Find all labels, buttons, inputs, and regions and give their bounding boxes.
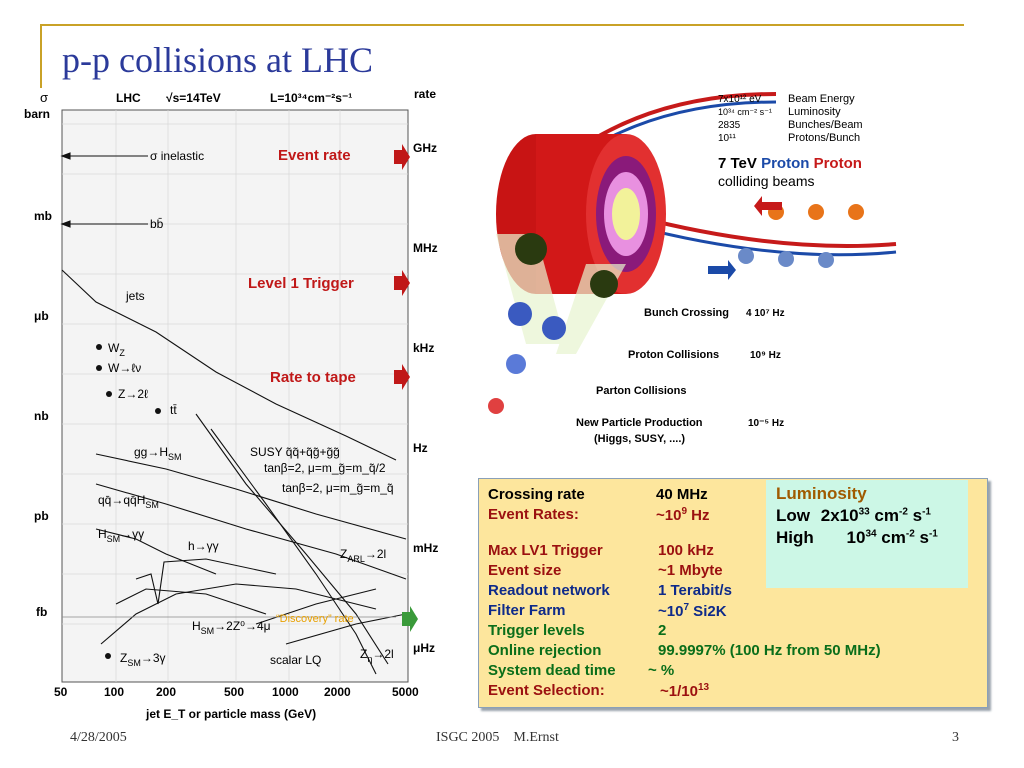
label-susy-3: tanβ=2, μ=m_g̃=m_q̃ <box>282 481 394 495</box>
luminosity-high-row <box>776 528 938 548</box>
unit-mhz-milli: mHz <box>413 541 439 555</box>
dead-time-label: System dead time <box>488 662 616 679</box>
header-lhc: LHC <box>116 91 141 105</box>
lumi-high-unit-a: cm <box>876 528 906 547</box>
bunch-crossing-label: Bunch Crossing <box>644 307 729 319</box>
unit-khz: kHz <box>413 341 435 355</box>
trigger-levels-value: 2 <box>658 622 667 639</box>
proton-collisions-label: Proton Collisions <box>628 349 720 361</box>
label-gg-h-main: gg→H <box>134 445 169 459</box>
event-size-value: ~1 Mbyte <box>658 562 723 579</box>
tev-label <box>718 155 862 172</box>
colliding-beams-label: colliding beams <box>718 173 815 189</box>
label-zarl-tail: →2l <box>364 547 387 561</box>
luminosity-label: Luminosity <box>788 106 841 118</box>
label-zarl-main: Z <box>340 547 348 561</box>
label-qq-qqh-main: qq̄→qq̄H <box>98 493 146 507</box>
label-zsm-3g-sub: SM <box>127 658 141 668</box>
xtick-100: 100 <box>104 685 125 699</box>
beam-energy-value: 7x10¹² eV <box>718 94 762 105</box>
lumi-high-unit-b-exp: -1 <box>928 528 938 540</box>
max-lv1-value: 100 kHz <box>658 542 714 559</box>
proton-collisions-rate: 10⁹ Hz <box>750 350 781 361</box>
label-hsm-gg-tail: →γγ <box>120 527 145 541</box>
level1-trigger-label: Level 1 Trigger <box>248 275 354 292</box>
label-zsm-3g-tail: →3γ <box>140 651 166 665</box>
label-z-eta-sub: η <box>367 654 373 664</box>
x-axis-label: jet E_T or particle mass (GeV) <box>146 707 317 721</box>
xtick-1000: 1000 <box>272 685 299 699</box>
filter-farm-mantissa: ~10 <box>658 603 684 620</box>
event-size-label: Event size <box>488 562 562 579</box>
label-hsm-gg-sub: SM <box>106 534 121 544</box>
event-selection-label: Event Selection: <box>488 682 605 699</box>
label-susy-2: tanβ=2, μ=m_g̃=m_q̃/2 <box>264 461 386 475</box>
footer-date: 4/28/2005 <box>70 730 127 745</box>
label-sigma-inelastic: σ inelastic <box>150 149 205 163</box>
label-z-eta-main: Z <box>360 647 368 661</box>
label-jets: jets <box>126 289 145 303</box>
slide-title: p-p collisions at LHC <box>62 40 373 80</box>
label-scalar-lq: scalar LQ <box>270 653 322 667</box>
event-selection-mantissa: ~1/10 <box>660 683 698 700</box>
bunches-value: 2835 <box>718 120 741 131</box>
label-tt: tt̄ <box>170 403 177 417</box>
new-particle-label: New Particle Production <box>576 417 703 429</box>
unit-mhz: MHz <box>413 241 438 255</box>
event-selection-exponent: 13 <box>697 682 710 693</box>
protons-label: Protons/Bunch <box>788 132 861 144</box>
xtick-200: 200 <box>156 685 177 699</box>
label-hsm-zz-main: H <box>192 619 201 633</box>
event-rates-value <box>656 506 710 524</box>
tev-value: 7 TeV <box>718 155 757 172</box>
protons-value: 10¹¹ <box>718 133 736 144</box>
lumi-low-unit-a-exp: -2 <box>898 506 908 518</box>
event-selection-value <box>660 682 709 700</box>
label-w-lnu: W→ℓν <box>108 361 142 375</box>
unit-hz: Hz <box>413 441 428 455</box>
proton-bunches-blue <box>738 248 834 268</box>
online-rejection-value: 99.9997% (100 Hz from 50 MHz) <box>658 642 881 659</box>
proton-bunches-red <box>768 204 864 220</box>
header-lumi: L=10³⁴cm⁻²s⁻¹ <box>270 91 353 105</box>
proton-blue-label: Proton <box>761 155 810 172</box>
lumi-low-unit-a: cm <box>869 506 899 525</box>
bunches-label: Bunches/Beam <box>788 119 863 131</box>
xtick-5000: 5000 <box>392 685 419 699</box>
lumi-low-exponent: 33 <box>858 506 870 518</box>
lumi-low-unit-b: s <box>907 506 923 525</box>
cross-section-plot <box>16 84 446 724</box>
label-wz-sub: Z <box>119 348 125 358</box>
sigma-label: σ <box>40 90 49 105</box>
unit-mb: mb <box>34 209 52 223</box>
event-rates-mantissa: ~10 <box>656 507 682 524</box>
header-rate: rate <box>414 87 437 101</box>
event-rates-unit: Hz <box>687 507 710 524</box>
label-susy-1: SUSY q̃q̃+q̃g̃+g̃g̃ <box>250 445 340 459</box>
unit-fb: fb <box>36 605 48 619</box>
luminosity-value: 10³⁴ cm⁻² s⁻¹ <box>718 107 772 117</box>
label-bb: bb̄ <box>150 217 164 231</box>
bunch-crossing-rate: 4 10⁷ Hz <box>746 308 785 319</box>
new-particle-rate: 10⁻⁵ Hz <box>748 418 785 429</box>
title-side-rule <box>40 24 42 88</box>
lhc-beam-illustration <box>476 84 900 454</box>
online-rejection-label: Online rejection <box>488 642 602 659</box>
label-hsm-zz-sub: SM <box>200 626 215 636</box>
readout-network-label: Readout network <box>488 582 610 599</box>
max-lv1-label: Max LV1 Trigger <box>488 542 603 559</box>
unit-uhz: μHz <box>413 641 436 655</box>
filter-farm-exponent: 7 <box>683 602 690 613</box>
unit-ghz: GHz <box>413 141 437 155</box>
label-zsm-3g-main: Z <box>120 651 128 665</box>
blue-beam-arrow <box>708 260 736 280</box>
parton-collisions-label: Parton Collisions <box>596 385 687 397</box>
lumi-high-unit-b: s <box>914 528 929 547</box>
lumi-low-unit-b-exp: -1 <box>922 506 931 518</box>
xtick-500: 500 <box>224 685 245 699</box>
luminosity-box <box>766 480 968 588</box>
xtick-2000: 2000 <box>324 685 351 699</box>
label-wz-main: W <box>108 341 120 355</box>
trigger-levels-label: Trigger levels <box>488 622 585 639</box>
label-discovery-rate: “Discovery” rate <box>276 613 354 625</box>
footer-center: ISGC 2005 M.Ernst <box>436 730 559 745</box>
label-hsm-zz-tail: →2Z⁰→4μ <box>214 619 271 633</box>
label-gg-h-sub: SM <box>168 452 182 462</box>
luminosity-low-row <box>776 506 931 526</box>
unit-barn: barn <box>24 107 51 121</box>
crossing-rate-value: 40 MHz <box>656 486 708 503</box>
lhc-parameter-table <box>478 478 988 708</box>
readout-network-value: 1 Terabit/s <box>658 582 732 599</box>
filter-farm-value <box>658 602 727 620</box>
lumi-high-unit-a-exp: -2 <box>905 528 915 540</box>
beam-energy-label: Beam Energy <box>788 93 855 105</box>
label-h-gg: h→γγ <box>188 539 219 553</box>
event-rates-exponent: 9 <box>681 506 688 517</box>
label-zarl-sub: ARL <box>347 554 365 564</box>
label-hsm-gg-main: H <box>98 527 107 541</box>
lumi-high-value: 10 <box>846 528 866 547</box>
title-rule <box>40 24 964 26</box>
luminosity-title: Luminosity <box>776 484 867 503</box>
label-z-2l: Z→2ℓ <box>118 387 148 401</box>
lumi-low-label: Low <box>776 506 810 525</box>
xtick-50: 50 <box>54 685 68 699</box>
label-z-eta-tail: →2l <box>372 647 394 661</box>
footer-page-number: 3 <box>952 730 959 745</box>
rate-to-tape-label: Rate to tape <box>270 369 356 386</box>
lumi-low-value: 2x10 <box>820 506 859 525</box>
event-rate-label: Event rate <box>278 147 351 164</box>
crossing-rate-label: Crossing rate <box>488 486 585 503</box>
label-qq-qqh-sub: SM <box>145 500 159 510</box>
header-sqrt-s: √s=14TeV <box>166 91 221 105</box>
unit-nb: nb <box>34 409 49 423</box>
lumi-high-label: High <box>776 528 814 547</box>
lumi-high-exponent: 34 <box>865 528 877 540</box>
unit-pb: pb <box>34 509 49 523</box>
proton-red-label: Proton <box>813 155 862 172</box>
filter-farm-unit: Si2K <box>689 603 727 620</box>
event-rates-label: Event Rates: <box>488 506 579 523</box>
unit-ub: μb <box>34 309 49 323</box>
dead-time-value: ~ % <box>648 662 675 679</box>
new-particle-sub: (Higgs, SUSY, ....) <box>594 433 686 445</box>
filter-farm-label: Filter Farm <box>488 602 566 619</box>
